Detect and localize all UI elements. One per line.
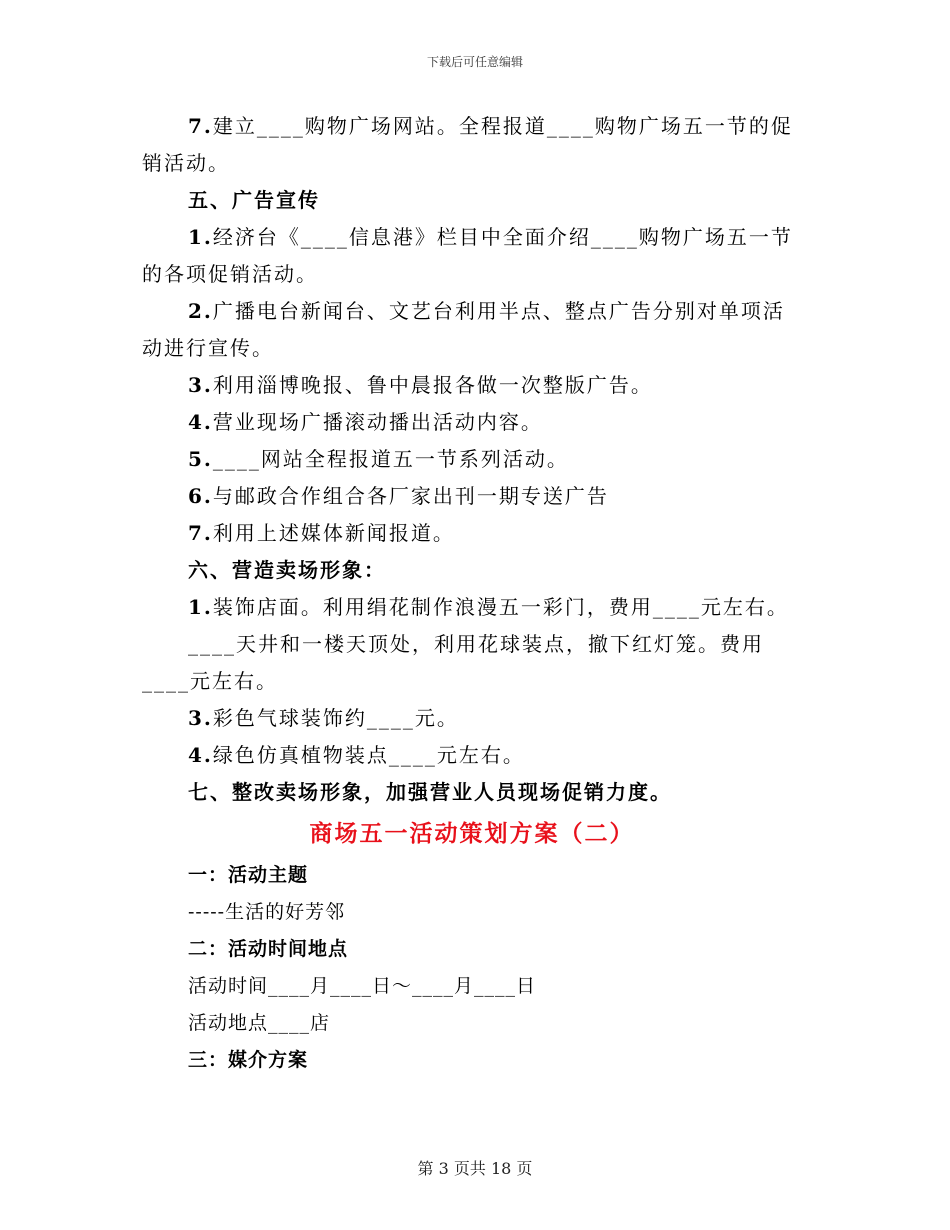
heading-theme: 一：活动主题 xyxy=(188,864,309,886)
heading-store-image: 六、营造卖场形象： xyxy=(188,558,386,582)
heading-time-place: 二：活动时间地点 xyxy=(188,938,349,960)
paragraph-text: 利用上述媒体新闻报道。 xyxy=(212,521,455,545)
paragraph-5-website-report xyxy=(142,441,802,478)
event-time: 活动时间____月____日～____月____日 xyxy=(188,975,537,997)
paragraph-text: 装饰店面。利用绢花制作浪漫五一彩门，费用____元左右。 xyxy=(212,595,789,619)
item-number: 4. xyxy=(188,743,213,767)
paragraph-text: 经济台《____信息港》栏目中全面介绍____购物广场五一节的各项促销活动。 xyxy=(142,225,793,286)
item-number: 7. xyxy=(188,114,213,138)
paragraph-6-postal xyxy=(142,478,802,515)
paragraph-2-radio xyxy=(142,293,802,367)
item-number: 3. xyxy=(188,373,213,397)
paragraph-text: 利用淄博晚报、鲁中晨报各做一次整版广告。 xyxy=(212,373,653,397)
paragraph-3-newspaper xyxy=(142,367,802,404)
item-number: 6. xyxy=(188,484,213,508)
paragraph-text: ____网站全程报道五一节系列活动。 xyxy=(212,447,569,471)
page-header: 下载后可任意编辑 xyxy=(426,55,523,69)
paragraph-1-economic-channel xyxy=(142,219,802,293)
paragraph-text: 建立____购物广场网站。全程报道____购物广场五一节的促销活动。 xyxy=(142,114,793,175)
item-number: 1. xyxy=(188,595,213,619)
item-number: 4. xyxy=(188,410,213,434)
item-number: 3. xyxy=(188,706,213,730)
theme-text: -----生活的好芳邻 xyxy=(188,901,346,923)
item-number: 2. xyxy=(188,299,213,323)
section-title: 商场五一活动策划方案（二） xyxy=(309,820,635,847)
paragraph-text: 彩色气球装饰约____元。 xyxy=(212,706,459,730)
paragraph-7-website xyxy=(142,108,802,182)
page-footer: 第 3 页共 18 页 xyxy=(417,1159,533,1178)
paragraph-4-plants xyxy=(142,737,802,774)
paragraph-3-balloons xyxy=(142,700,802,737)
paragraph-7-media xyxy=(142,515,802,552)
paragraph-text: 与邮政合作组合各厂家出刊一期专送广告 xyxy=(212,484,609,508)
item-number: 7. xyxy=(188,521,213,545)
paragraph-1-decoration xyxy=(142,589,802,626)
heading-ad-promotion: 五、广告宣传 xyxy=(188,188,320,212)
item-number: 1. xyxy=(188,225,213,249)
heading-rectify-store: 七、整改卖场形象，加强营业人员现场促销力度。 xyxy=(188,780,672,804)
paragraph-text: 营业现场广播滚动播出活动内容。 xyxy=(212,410,543,434)
paragraph-text: 绿色仿真植物装点____元左右。 xyxy=(212,743,525,767)
document-body xyxy=(142,108,802,1079)
paragraph-atrium: ____天井和一楼天顶处，利用花球装点，撤下红灯笼。费用____元左右。 xyxy=(142,632,764,693)
item-number: 5. xyxy=(188,447,213,471)
paragraph-text: 广播电台新闻台、文艺台利用半点、整点广告分别对单项活动进行宣传。 xyxy=(142,299,785,360)
event-location: 活动地点____店 xyxy=(188,1012,331,1034)
heading-media-plan: 三：媒介方案 xyxy=(188,1049,309,1071)
paragraph-4-broadcast xyxy=(142,404,802,441)
